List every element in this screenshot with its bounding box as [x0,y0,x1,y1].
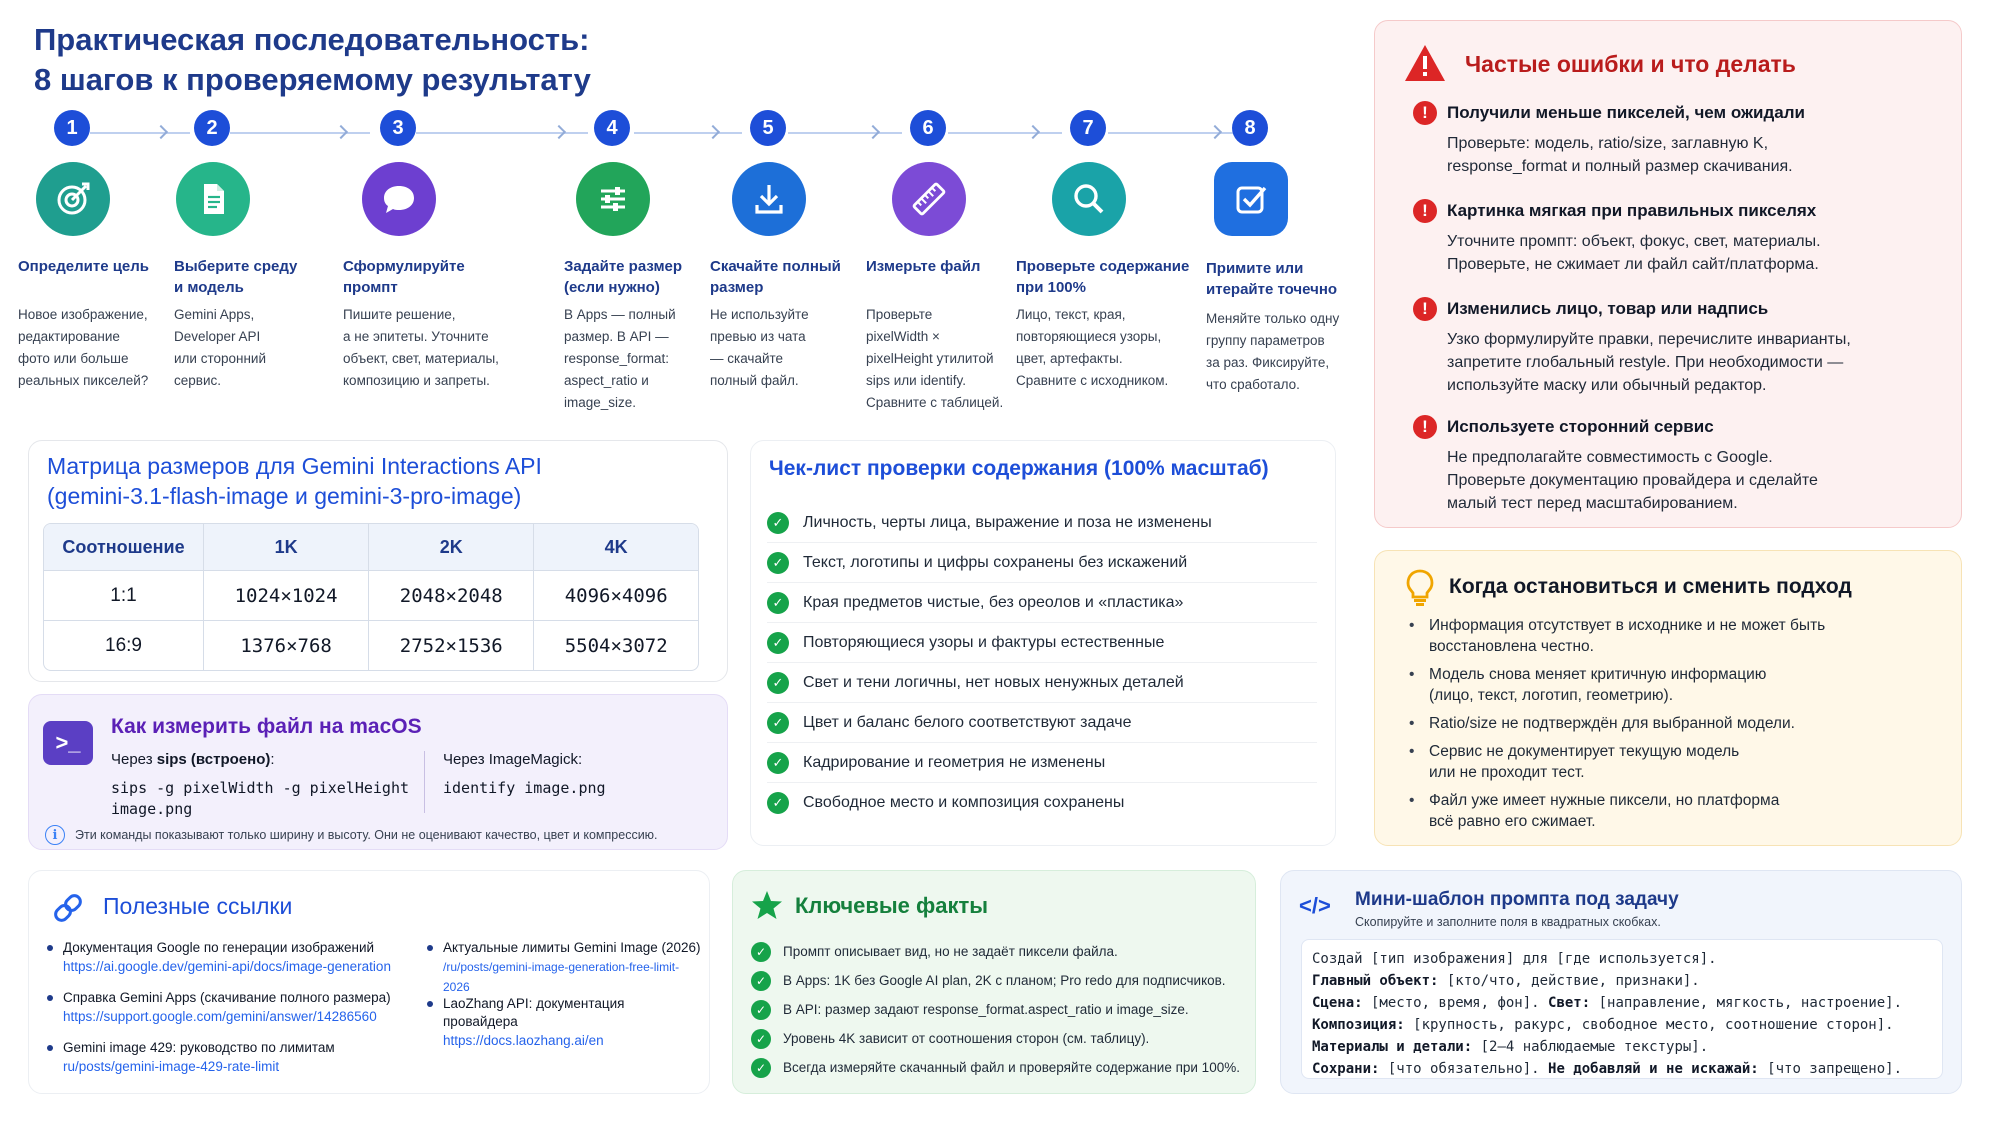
table-cell: 2048×2048 [369,570,534,620]
error-icon: ! [1413,415,1437,439]
table-row [44,620,698,670]
link-url[interactable]: /ru/posts/gemini-image-generation-free-limit-2026 [443,960,680,994]
check-icon: ✓ [767,632,789,654]
step-connector [230,132,370,134]
step-description: Проверьте pixelWidth × pixelHeight утилитой sips или identify. Сравните с таблицей. [866,307,1004,410]
errors-title: Частые ошибки и что делать [1465,51,1796,77]
checklist-item: ✓ Повторяющиеся узоры и фактуры естественные [767,623,1317,663]
step-title: Выберите среду и модель [174,258,298,296]
step-number: 2 [194,110,230,146]
error-item [1422,199,1937,276]
imagemagick-column [443,751,606,799]
error-heading: Изменились лицо, товар или надпись [1447,299,1769,318]
check-icon: ✓ [767,512,789,534]
sips-label: Через sips (встроено): [111,751,275,768]
prompt-template-card [1280,870,1962,1094]
step-description: Меняйте только одну группу параметров за раз. Фиксируйте, что сработало. [1206,311,1340,392]
template-line: Композиция: [крупность, ракурс, свободное место, соотношение сторон]. [1312,1017,1894,1033]
checklist-item: ✓ Цвет и баланс белого соответствуют задаче [767,703,1317,743]
step-title: Проверьте содержание при 100% [1016,258,1190,296]
link-url[interactable]: https://ai.google.dev/gemini-api/docs/image-generation [63,959,391,974]
error-description: Узко формулируйте правки, перечислите инварианты, запретите глобальный restyle. При необходимости — используйте маску или обычный редактор. [1447,331,1851,394]
error-heading: Используете сторонний сервис [1447,417,1714,436]
download-icon [732,162,806,236]
template-line: Создай [тип изображения] для [где используется]. [1312,951,1717,967]
checklist [767,503,1317,823]
step-description: Не используйте превью из чата — скачайте полный файл. [710,307,809,388]
chat-bubble-icon [362,162,436,236]
step-title: Примите или итерайте точечно [1206,260,1338,298]
fact-item: ✓ Промпт описывает вид, но не задаёт пиксели файла. [751,937,1251,966]
step-title: Определите цель [18,258,150,275]
checklist-title: Чек-лист проверки содержания (100% масштаб) [769,457,1269,480]
step-description: Новое изображение, редактирование фото или больше реальных пикселей? [18,307,149,388]
error-heading: Картинка мягкая при правильных пикселях [1447,201,1817,220]
stop-list [1429,615,1929,839]
check-icon: ✓ [751,1000,771,1020]
checklist-item: ✓ Текст, логотипы и цифры сохранены без искажений [767,543,1317,583]
column-divider [424,751,425,813]
link-item[interactable]: Справка Gemini Apps (скачивание полного размера) https://support.google.com/gemini/answer/14286560 [63,989,423,1027]
check-icon: ✓ [751,1029,771,1049]
step-title: Измерьте файл [866,258,981,275]
check-icon: ✓ [751,971,771,991]
lightbulb-icon [1405,569,1435,607]
step-connector [416,132,588,134]
template-title: Мини-шаблон промпта под задачу [1355,889,1679,910]
terminal-icon: >_ [43,721,93,765]
list-item: • Информация отсутствует в исходнике и не может быть восстановлена честно. [1429,615,1929,657]
matrix-title: Матрица размеров для Gemini Interactions API (gemini-3.1-flash-image и gemini-3-pro-image) [47,453,542,509]
links-title: Полезные ссылки [103,893,293,919]
fact-item: ✓ Уровень 4K зависит от соотношения сторон (см. таблицу). [751,1024,1251,1053]
template-line: Главный объект: [кто/что, действие, признаки]. [1312,973,1700,989]
step-number: 4 [594,110,630,146]
fact-item: ✓ В API: размер задают response_format.aspect_ratio и image_size. [751,995,1251,1024]
column-header: 2K [369,524,534,570]
fact-item: ✓ В Apps: 1K без Google AI plan, 2K с планом; Pro redo для подписчиков. [751,966,1251,995]
step-title: Сформулируйте промпт [343,258,465,296]
facts-title: Ключевые факты [795,893,989,918]
step-number: 7 [1070,110,1106,146]
error-item [1422,415,1937,515]
warning-icon [1403,43,1447,83]
list-item: • Модель снова меняет критичную информацию (лицо, текст, логотип, геометрию). [1429,664,1929,706]
table-cell: 2752×1536 [369,620,534,670]
document-icon [176,162,250,236]
target-icon [36,162,110,236]
template-line: Материалы и детали: [2–4 наблюдаемые текстуры]. [1312,1039,1709,1055]
error-item [1422,297,1937,397]
step-connector [788,132,902,134]
facts-list [751,937,1251,1082]
error-description: Проверьте: модель, ratio/size, заглавную K, response_format и полный размер скачивания. [1447,135,1793,175]
check-icon: ✓ [767,712,789,734]
size-matrix-card [28,440,728,682]
table-cell: 16:9 [44,620,204,670]
step-number: 3 [380,110,416,146]
check-icon: ✓ [767,552,789,574]
error-icon: ! [1413,297,1437,321]
error-description: Не предполагайте совместимость с Google. Проверьте документацию провайдера и сделайте малый тест перед масштабированием. [1447,449,1818,512]
error-heading: Получили меньше пикселей, чем ожидали [1447,103,1805,122]
sliders-icon [576,162,650,236]
step-connector [1108,132,1244,134]
link-item[interactable]: LaoZhang API: документация провайдера https://docs.laozhang.ai/en [443,995,703,1051]
macos-title: Как измерить файл на macOS [111,715,422,738]
template-subtitle: Скопируйте и заполните поля в квадратных скобках. [1355,915,1661,929]
page-title-line-1: Практическая последовательность: [34,22,590,57]
link-url[interactable]: https://docs.laozhang.ai/en [443,1033,604,1048]
sips-command[interactable]: sips -g pixelWidth -g pixelHeight image.png [111,779,410,818]
error-icon: ! [1413,199,1437,223]
checklist-item: ✓ Кадрирование и геометрия не изменены [767,743,1317,783]
link-url[interactable]: https://support.google.com/gemini/answer/14286560 [63,1009,377,1024]
fact-item: ✓ Всегда измеряйте скачанный файл и проверяйте содержание при 100%. [751,1053,1251,1082]
steps-row [0,110,1360,430]
link-url[interactable]: ru/posts/gemini-image-429-rate-limit [63,1059,280,1074]
sips-column [111,751,409,820]
table-row [44,570,698,620]
content-checklist-card [750,440,1336,846]
list-item: • Ratio/size не подтверждён для выбранной модели. [1429,713,1929,734]
check-icon: ✓ [751,942,771,962]
list-item: • Файл уже имеет нужные пиксели, но платформа всё равно его сжимает. [1429,790,1929,832]
when-to-stop-card [1374,550,1962,846]
checkbox-icon [1214,162,1288,236]
step-description: Gemini Apps, Developer API или сторонний сервис. [174,307,267,388]
table-cell: 1376×768 [204,620,369,670]
common-errors-card [1374,20,1962,528]
step-description: Пишите решение, а не эпитеты. Уточните объект, свет, материалы, композицию и запреты. [343,307,499,388]
page-title-line-2: 8 шагов к проверяемому результату [34,62,591,97]
column-header: 1K [204,524,369,570]
link-icon [51,891,85,925]
step-connector [90,132,190,134]
useful-links-card [28,870,710,1094]
table-cell: 4096×4096 [534,570,698,620]
stop-title: Когда остановиться и сменить подход [1449,575,1852,598]
step-number: 6 [910,110,946,146]
step-connector [948,132,1062,134]
magnifier-icon [1052,162,1126,236]
template-line: Сохрани: [что обязательно]. Не добавляй и не искажай: [что запрещено]. [1312,1061,1903,1077]
step-description: В Apps — полный размер. В API — response_format: aspect_ratio и image_size. [564,307,676,410]
checklist-item: ✓ Свет и тени логичны, нет новых ненужных деталей [767,663,1317,703]
table-cell: 1:1 [44,570,204,620]
check-icon: ✓ [751,1058,771,1078]
key-facts-card [732,870,1256,1094]
info-icon: i [45,825,65,845]
imagemagick-label: Через ImageMagick: [443,751,583,768]
ruler-icon [892,162,966,236]
step-number: 5 [750,110,786,146]
step-title: Скачайте полный размер [710,258,841,296]
check-icon: ✓ [767,672,789,694]
error-icon: ! [1413,101,1437,125]
size-matrix-table [43,523,699,671]
error-item [1422,101,1937,178]
step-title: Задайте размер (если нужно) [564,258,683,296]
table-cell: 5504×3072 [534,620,698,670]
template-code-box[interactable] [1301,939,1943,1079]
checklist-item: ✓ Края предметов чистые, без ореолов и «пластика» [767,583,1317,623]
table-cell: 1024×1024 [204,570,369,620]
list-item: • Сервис не документирует текущую модель или не проходит тест. [1429,741,1929,783]
step-description: Лицо, текст, края, повторяющиеся узоры, цвет, артефакты. Сравните с исходником. [1016,307,1169,388]
step-number: 1 [54,110,90,146]
check-icon: ✓ [767,752,789,774]
identify-command[interactable]: identify image.png [443,779,606,797]
checklist-item: ✓ Личность, черты лица, выражение и поза не изменены [767,503,1317,543]
link-item[interactable]: Документация Google по генерации изображений https://ai.google.dev/gemini-api/docs/image-generation [63,939,423,977]
step-connector [634,132,742,134]
macos-measure-card [28,694,728,850]
checklist-item: ✓ Свободное место и композиция сохранены [767,783,1317,823]
star-icon [751,889,783,921]
link-item[interactable]: Gemini image 429: руководство по лимитам ru/posts/gemini-image-429-rate-limit [63,1039,423,1077]
template-line: Сцена: [место, время, фон]. Свет: [направление, мягкость, настроение]. [1312,995,1903,1011]
table-header-row [44,524,698,570]
check-icon: ✓ [767,792,789,814]
step-number: 8 [1232,110,1268,146]
check-icon: ✓ [767,592,789,614]
error-description: Уточните промпт: объект, фокус, свет, материалы. Проверьте, не сжимает ли файл сайт/платформа. [1447,233,1821,273]
column-header: 4K [534,524,698,570]
page-title [34,20,674,100]
code-icon: </> [1299,893,1331,918]
link-item[interactable]: Актуальные лимиты Gemini Image (2026) /ru/posts/gemini-image-generation-free-limit-2026 [443,939,703,997]
macos-note: i Эти команды показывают только ширину и высоту. Они не оценивают качество, цвет и компрессию. [45,825,658,845]
column-header: Соотношение [44,524,204,570]
